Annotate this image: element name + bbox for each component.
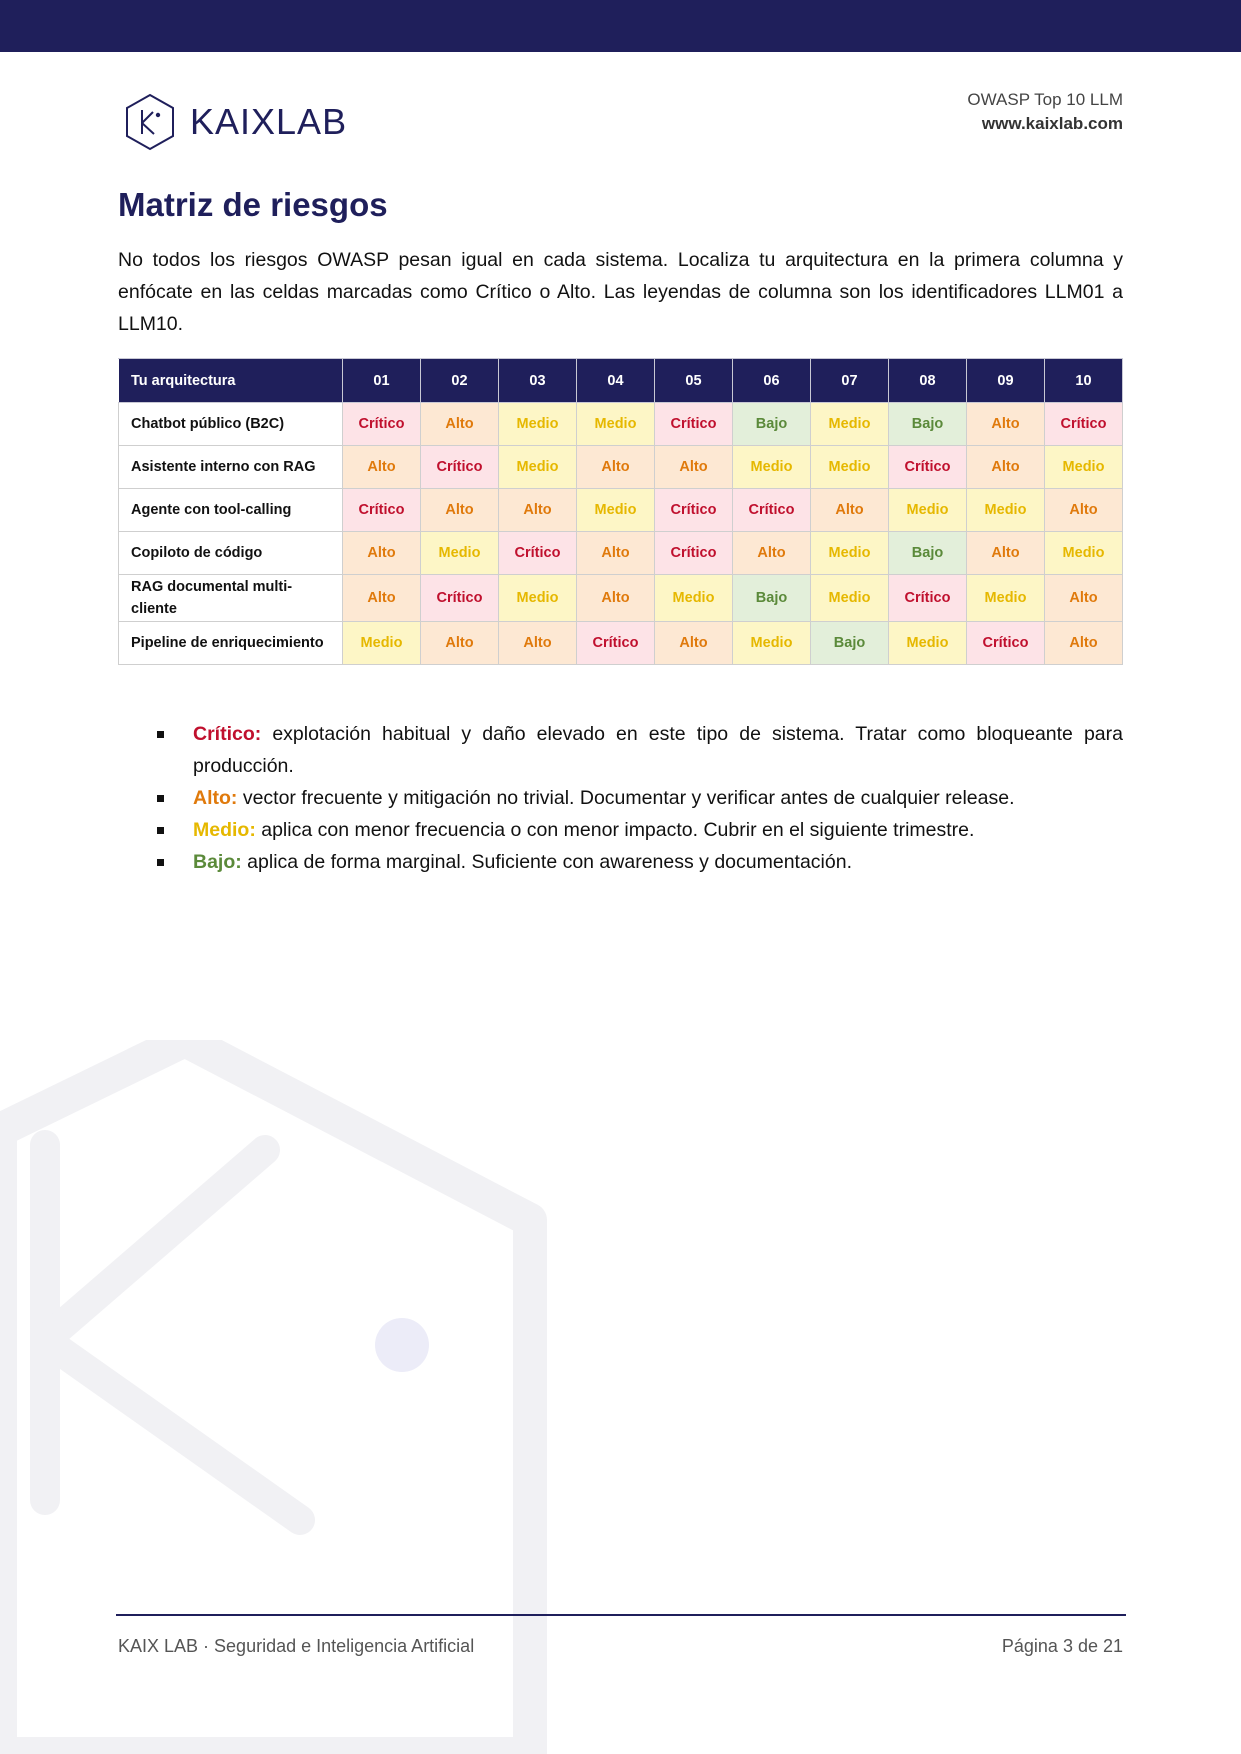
risk-level-cell: Alto bbox=[343, 446, 421, 489]
risk-level-cell: Alto bbox=[811, 489, 889, 532]
legend-description: explotación habitual y daño elevado en este tipo de sistema. Tratar como bloqueante para producción. bbox=[193, 723, 1123, 777]
section-title: Matriz de riesgos bbox=[118, 186, 388, 223]
risk-level-cell: Medio bbox=[421, 532, 499, 575]
architecture-label: Asistente interno con RAG bbox=[119, 446, 343, 489]
matrix-row bbox=[119, 446, 1123, 489]
footer-company: KAIX LAB · Seguridad e Inteligencia Artificial bbox=[118, 1636, 475, 1656]
legend-description: aplica de forma marginal. Suficiente con awareness y documentación. bbox=[241, 851, 852, 873]
risk-level-cell: Alto bbox=[967, 446, 1045, 489]
legend-term: Crítico: bbox=[193, 723, 262, 745]
risk-level-cell: Crítico bbox=[655, 403, 733, 446]
risk-level-cell: Medio bbox=[733, 446, 811, 489]
matrix-header-llm08: 08 bbox=[889, 359, 967, 403]
legend-item-critico bbox=[152, 718, 1123, 782]
risk-level-cell: Alto bbox=[967, 532, 1045, 575]
kaixlab-hexagon-icon bbox=[124, 93, 176, 151]
risk-level-cell: Alto bbox=[1045, 622, 1123, 665]
risk-level-cell: Crítico bbox=[889, 446, 967, 489]
risk-level-cell: Crítico bbox=[889, 575, 967, 622]
risk-level-cell: Medio bbox=[889, 489, 967, 532]
risk-level-cell: Alto bbox=[499, 489, 577, 532]
matrix-header-llm01: 01 bbox=[343, 359, 421, 403]
top-banner bbox=[0, 0, 1241, 52]
matrix-body bbox=[119, 403, 1123, 665]
risk-level-cell: Alto bbox=[577, 446, 655, 489]
matrix-header-llm04: 04 bbox=[577, 359, 655, 403]
kaixlab-logo bbox=[124, 92, 347, 152]
legend-item-medio bbox=[152, 814, 1123, 846]
matrix-header-llm07: 07 bbox=[811, 359, 889, 403]
legend-term: Alto: bbox=[193, 787, 238, 809]
risk-level-cell: Bajo bbox=[889, 403, 967, 446]
matrix-header-llm10: 10 bbox=[1045, 359, 1123, 403]
risk-level-cell: Crítico bbox=[421, 575, 499, 622]
risk-level-cell: Medio bbox=[1045, 532, 1123, 575]
risk-level-cell: Medio bbox=[811, 446, 889, 489]
architecture-label: RAG documental multi-cliente bbox=[119, 575, 343, 622]
risk-level-cell: Medio bbox=[811, 403, 889, 446]
matrix-header-llm09: 09 bbox=[967, 359, 1045, 403]
risk-level-cell: Crítico bbox=[343, 489, 421, 532]
legend-item-alto bbox=[152, 782, 1123, 814]
risk-level-cell: Bajo bbox=[733, 403, 811, 446]
risk-level-cell: Bajo bbox=[733, 575, 811, 622]
risk-level-cell: Alto bbox=[655, 446, 733, 489]
architecture-label: Copiloto de código bbox=[119, 532, 343, 575]
risk-level-cell: Medio bbox=[811, 575, 889, 622]
risk-level-cell: Alto bbox=[343, 575, 421, 622]
matrix-header-llm06: 06 bbox=[733, 359, 811, 403]
risk-level-cell: Alto bbox=[577, 575, 655, 622]
legend-item-bajo bbox=[152, 846, 1123, 878]
risk-level-cell: Alto bbox=[1045, 575, 1123, 622]
matrix-row bbox=[119, 489, 1123, 532]
risk-level-cell: Medio bbox=[577, 403, 655, 446]
risk-level-cell: Medio bbox=[343, 622, 421, 665]
risk-level-cell: Medio bbox=[967, 489, 1045, 532]
matrix-row bbox=[119, 575, 1123, 622]
risk-level-cell: Medio bbox=[967, 575, 1045, 622]
risk-level-cell: Crítico bbox=[967, 622, 1045, 665]
risk-level-cell: Medio bbox=[499, 446, 577, 489]
legend-term: Bajo: bbox=[193, 851, 242, 873]
page-number: Página 3 de 21 bbox=[1001, 1636, 1123, 1656]
website-url: www.kaixlab.com bbox=[981, 114, 1123, 133]
risk-level-cell: Medio bbox=[655, 575, 733, 622]
risk-level-cell: Medio bbox=[1045, 446, 1123, 489]
architecture-label: Chatbot público (B2C) bbox=[119, 403, 343, 446]
matrix-header-llm02: 02 bbox=[421, 359, 499, 403]
risk-level-cell: Medio bbox=[811, 532, 889, 575]
document-title: OWASP Top 10 LLM bbox=[967, 90, 1123, 109]
risk-level-cell: Alto bbox=[1045, 489, 1123, 532]
matrix-row bbox=[119, 622, 1123, 665]
risk-level-cell: Bajo bbox=[811, 622, 889, 665]
matrix-header-architecture: Tu arquitectura bbox=[119, 359, 343, 403]
risk-matrix-table bbox=[118, 358, 1123, 665]
risk-level-cell: Medio bbox=[889, 622, 967, 665]
footer-divider bbox=[116, 1614, 1126, 1616]
legend-term: Medio: bbox=[193, 819, 256, 841]
risk-level-cell: Crítico bbox=[421, 446, 499, 489]
risk-level-cell: Crítico bbox=[343, 403, 421, 446]
legend-description: aplica con menor frecuencia o con menor impacto. Cubrir en el siguiente trimestre. bbox=[255, 819, 975, 841]
logo-wordmark: KAIXLAB bbox=[190, 101, 348, 142]
risk-level-cell: Medio bbox=[499, 403, 577, 446]
risk-level-cell: Crítico bbox=[655, 489, 733, 532]
risk-level-cell: Alto bbox=[577, 532, 655, 575]
risk-level-cell: Alto bbox=[733, 532, 811, 575]
matrix-header-llm05: 05 bbox=[655, 359, 733, 403]
risk-level-cell: Medio bbox=[733, 622, 811, 665]
architecture-label: Agente con tool-calling bbox=[119, 489, 343, 532]
risk-level-cell: Alto bbox=[967, 403, 1045, 446]
risk-level-cell: Alto bbox=[421, 489, 499, 532]
matrix-row bbox=[119, 532, 1123, 575]
risk-level-cell: Crítico bbox=[1045, 403, 1123, 446]
matrix-header-llm03: 03 bbox=[499, 359, 577, 403]
risk-level-cell: Alto bbox=[421, 403, 499, 446]
risk-level-cell: Alto bbox=[421, 622, 499, 665]
risk-level-cell: Medio bbox=[577, 489, 655, 532]
risk-level-cell: Crítico bbox=[733, 489, 811, 532]
risk-level-cell: Crítico bbox=[577, 622, 655, 665]
risk-level-cell: Medio bbox=[499, 575, 577, 622]
matrix-row bbox=[119, 403, 1123, 446]
legend-description: vector frecuente y mitigación no trivial. Documentar y verificar antes de cualquier release. bbox=[237, 787, 1015, 809]
intro-paragraph: No todos los riesgos OWASP pesan igual en cada sistema. Localiza tu arquitectura en la primera columna y enfócate en las celdas marcadas como Crítico o Alto. Las leyendas de columna son los identificadores LLM01 a LLM10. bbox=[118, 249, 1123, 335]
architecture-label: Pipeline de enriquecimiento bbox=[119, 622, 343, 665]
header-info bbox=[967, 88, 1123, 136]
risk-level-cell: Crítico bbox=[655, 532, 733, 575]
risk-level-cell: Alto bbox=[655, 622, 733, 665]
matrix-header-row bbox=[119, 359, 1123, 403]
risk-level-cell: Crítico bbox=[499, 532, 577, 575]
risk-level-cell: Alto bbox=[499, 622, 577, 665]
risk-level-legend bbox=[152, 718, 1123, 878]
risk-level-cell: Alto bbox=[343, 532, 421, 575]
risk-level-cell: Bajo bbox=[889, 532, 967, 575]
